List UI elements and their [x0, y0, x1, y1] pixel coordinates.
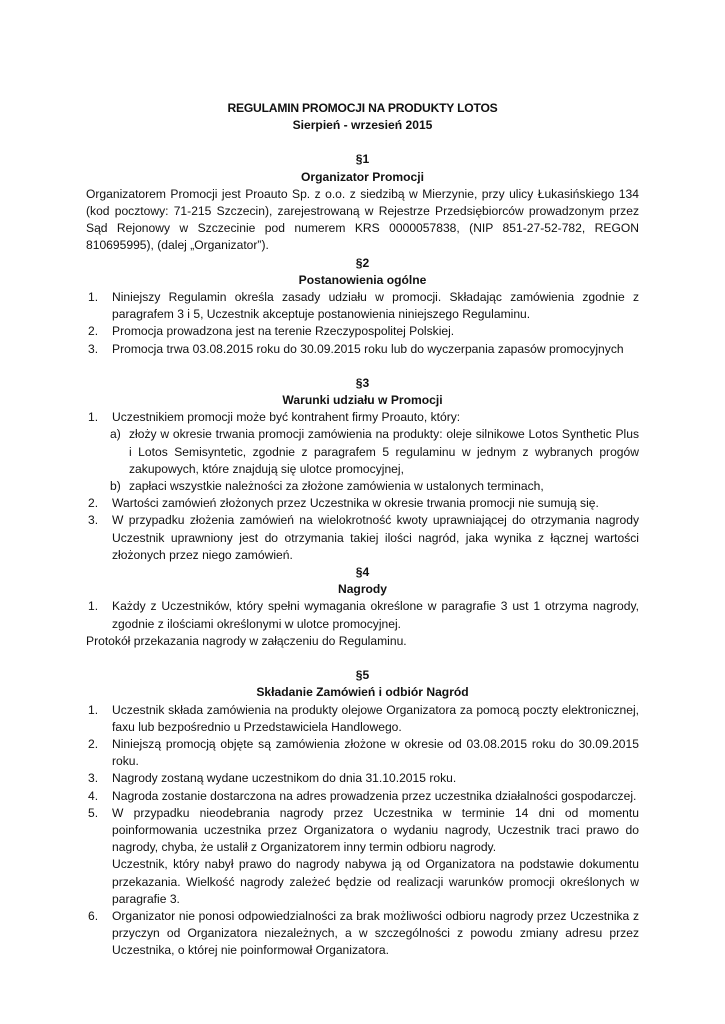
section-1-mark: §1 [355, 152, 370, 167]
list-item: 2. Promocja prowadzona jest na terenie Rzeczypospolitej Polskiej. [88, 324, 455, 339]
list-item: 2. Wartości zamówień złożonych przez Uczestnika w okresie trwania promocji nie sumują się. [88, 496, 599, 511]
list-item: 1. Uczestnikiem promocji może być kontrahent firmy Proauto, który: [88, 410, 461, 425]
list-item: 4. Nagroda zostanie dostarczona na adres prowadzenia przez uczestnika działalności gospodarczej. [88, 788, 637, 803]
document-page [86, 100, 639, 960]
list-item: 2. Niniejszą promocją objęte są zamówienia złożone w okresie od 03.08.2015 roku do 30.09.2015 roku. [88, 736, 639, 769]
sub-list-item: b) zapłaci wszystkie należności za złożone zamówienia w ustalonych terminach, [110, 479, 544, 494]
list-item: 6. Organizator nie ponosi odpowiedzialności za brak możliwości odbioru nagrody przez Uczestnika z przyczyn od Organizatora niezależnych, a w szczególności z powodu zmiany adresu przez Uczestnika, o której nie poinformował Organizatora. [88, 908, 639, 958]
document-title: REGULAMIN PROMOCJI NA PRODUKTY LOTOS [227, 101, 498, 115]
section-2-mark: §2 [355, 255, 370, 270]
section-2-list [86, 289, 639, 358]
section-3-mark: §3 [355, 375, 370, 390]
section-5-mark: §5 [355, 668, 370, 683]
section-4-mark: §4 [355, 565, 370, 580]
section-5-list [86, 702, 639, 960]
sub-list-item: a) złoży w okresie trwania promocji zamówienia na produkty: oleje silnikowe Lotos Synthetic Plus i Lotos Semisyntetic, zgodnie z paragrafem 5 regulaminu w jednym z wybranych progów zakupowych, które znajdują się ulotce promocyjnej, [110, 427, 639, 476]
section-5-heading: Składanie Zamówień i odbiór Nagród [256, 685, 469, 700]
section-3-heading: Warunki udziału w Promocji [282, 393, 443, 408]
list-item: 3. Nagrody zostaną wydane uczestnikom do dnia 31.10.2015 roku. [88, 771, 457, 786]
document-subtitle: Sierpień - wrzesień 2015 [292, 118, 433, 133]
list-item: 1. Każdy z Uczestników, który spełni wymagania określone w paragrafie 3 ust 1 otrzyma nagrody, zgodnie z ilościami określonymi w ulotce promocyjnej. [88, 599, 639, 631]
section-4-note: Protokół przekazania nagrody w załączeniu do Regulaminu. [86, 633, 407, 648]
list-item: 1. Uczestnik składa zamówienia na produkty olejowe Organizatora za pomocą poczty elektronicznej, faxu lub bezpośrednio u Przedstawiciela Handlowego. [88, 702, 639, 734]
list-item: 1. Niniejszy Regulamin określa zasady udziału w promocji. Składając zamówienia zgodnie z paragrafem 3 i 5, Uczestnik akceptuje postanowienia niniejszego Regulaminu. [88, 290, 639, 322]
section-3-list [86, 409, 639, 564]
list-item: 3. W przypadku złożenia zamówień na wielokrotność kwoty uprawniającej do otrzymania nagrody Uczestnik uprawniony jest do otrzymania takiej ilości nagród, jaka wynika z łącznej wartości złożonych przez niego zamówień. [88, 513, 639, 562]
section-1-text: Organizatorem Promocji jest Proauto Sp. z o.o. z siedzibą w Mierzynie, przy ulicy Łukasińskiego 134 (kod pocztowy: 71-215 Szczecin), zarejestrowaną w Rejestrze Przedsiębiorców prowadzonym przez Sąd Rejonowy w Szczecinie pod numerem KRS 0000057838, (NIP 851-27-52-782, REGON 810695995), (dalej „Organizator”). [86, 186, 639, 253]
section-4-heading: Nagrody [337, 582, 388, 597]
section-1-heading: Organizator Promocji [301, 169, 424, 184]
section-2-heading: Postanowienia ogólne [298, 272, 427, 287]
section-4-list [86, 598, 639, 632]
list-item: 3. Promocja trwa 03.08.2015 roku do 30.09.2015 roku lub do wyczerpania zapasów promocyjnych [88, 341, 624, 356]
list-item-continuation: Uczestnik, który nabył prawo do nagrody nabywa ją od Organizatora na podstawie dokumentu przekazania. Wielkość nagrody zależeć będzie od realizacji warunków promocji określonych w paragrafie 3. [112, 857, 639, 906]
list-item: 5. W przypadku nieodebrania nagrody przez Uczestnika w terminie 14 dni od momentu poinformowania uczestnika przez Organizatora o wydaniu nagrody, Uczestnik traci prawo do nagrody, chyba, że ustalił z Organizatorem inny termin odbioru nagrody. [88, 805, 639, 855]
